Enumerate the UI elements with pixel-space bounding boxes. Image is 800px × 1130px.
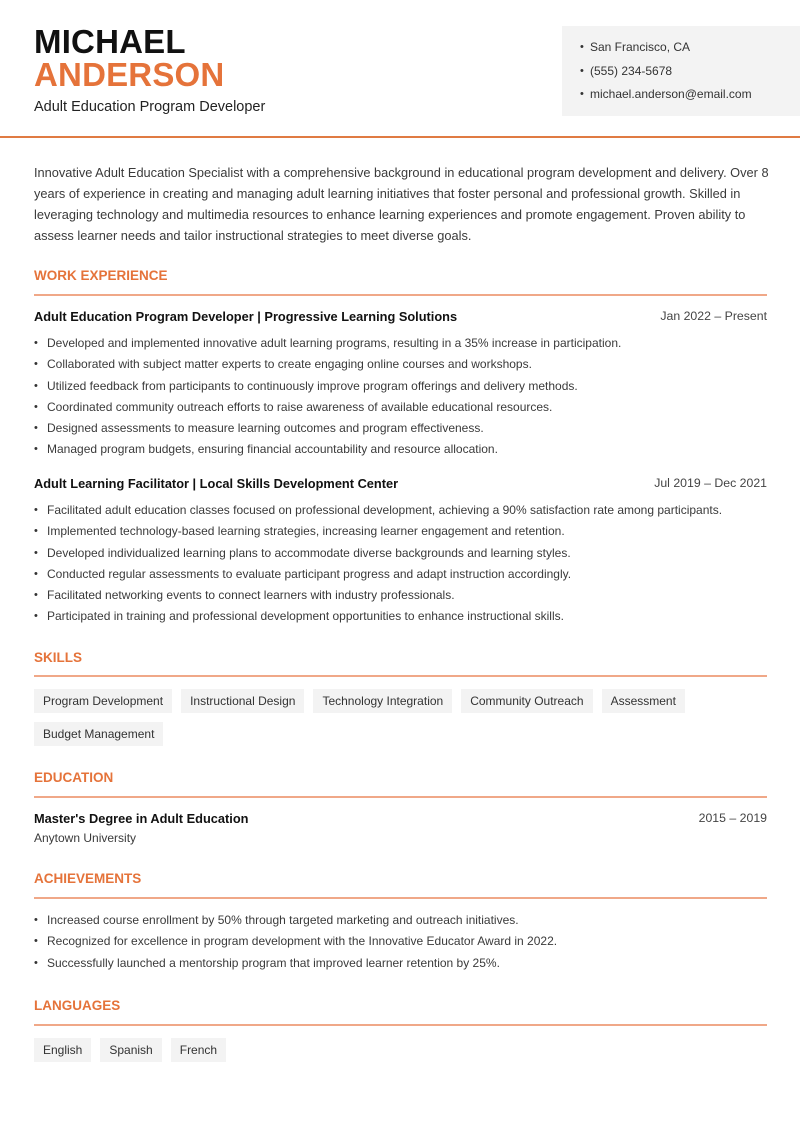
bullet-icon: • [34,504,38,516]
bullet-icon: • [34,422,38,435]
contact-email-text[interactable]: michael.anderson@email.com [590,87,752,101]
achievement-bullets [34,912,774,976]
education-header [34,811,767,826]
bullet-icon: • [34,525,38,538]
contact-location-text: San Francisco, CA [590,40,691,54]
job-dates: Jul 2019 – Dec 2021 [654,476,767,490]
section-divider [34,1024,767,1026]
job-role: Adult Education Program Developer | Progressive Learning Solutions [34,309,458,324]
list-item: • Utilized feedback from participants to continuously improve program offerings and delivery methods. [34,378,774,399]
section-title-languages: LANGUAGES [34,998,121,1013]
job-role: Adult Learning Facilitator | Local Skills Development Center [34,476,399,491]
section-title-work-experience: WORK EXPERIENCE [34,268,168,283]
job-dates: Jan 2022 – Present [660,309,767,323]
section-divider [34,897,767,899]
professional-summary: Innovative Adult Education Specialist with a comprehensive background in educational program development and delivery. Over 8 years of experience in creating and managing adult learning initiatives that foster personal and professional growth. Skilled in leveraging technology and multimedia resources to enhance learning experiences and promote engagement. Proven ability to assess learner needs and tailor instructional strategies to meet diverse goals. [34,165,769,243]
list-item: • Implemented technology-based learning strategies, increasing learner engagement and retention. [34,523,774,544]
contact-phone-text[interactable]: (555) 234-5678 [590,63,673,78]
first-name: MICHAEL [34,23,186,60]
section-title-skills: SKILLS [34,650,83,665]
bullet-icon: • [34,914,38,926]
bullet-icon: • [580,88,584,100]
bullet-icon: • [34,956,38,969]
list-item: • Developed individualized learning plans to accommodate diverse backgrounds and learning styles. [34,545,774,566]
school-name: Anytown University [34,831,137,845]
list-item: • Increased course enrollment by 50% through targeted marketing and outreach initiatives. [34,912,774,933]
job-header [34,476,767,491]
bullet-icon: • [580,64,584,77]
bullet-icon: • [34,610,38,623]
bullet-icon: • [34,400,38,413]
bullet-icon: • [34,567,38,580]
contact-location [580,39,800,63]
skill-tag: Assessment [602,689,685,713]
resume-header [0,0,800,138]
bullet-icon: • [34,358,38,371]
list-item: • Facilitated networking events to connect learners with industry professionals. [34,587,774,608]
skill-tag: Technology Integration [313,689,452,713]
skill-tag: Program Development [34,689,172,713]
bullet-icon: • [580,41,584,53]
list-item: • Developed and implemented innovative adult learning programs, resulting in a 35% increase in participation. [34,335,774,356]
contact-box [562,26,800,116]
language-tag: Spanish [100,1038,161,1062]
list-item: • Facilitated adult education classes focused on professional development, achieving a 90% satisfaction rate among participants. [34,502,774,523]
list-item: • Designed assessments to measure learning outcomes and program effectiveness. [34,420,774,441]
contact-phone [580,63,800,87]
list-item: • Conducted regular assessments to evaluate participant progress and adapt instruction accordingly. [34,566,774,587]
section-divider [34,675,767,677]
bullet-icon: • [34,337,38,349]
job-bullets [34,502,774,630]
language-tag: French [171,1038,226,1062]
skill-tag: Community Outreach [461,689,592,713]
last-name: ANDERSON [34,56,225,93]
skills-tags [34,689,774,746]
section-title-education: EDUCATION [34,770,114,785]
list-item: • Collaborated with subject matter experts to create engaging online courses and workshops. [34,356,774,377]
contact-email [580,86,800,110]
section-title-achievements: ACHIEVEMENTS [34,871,142,886]
bullet-icon: • [34,935,38,948]
bullet-icon: • [34,546,38,559]
list-item: • Managed program budgets, ensuring financial accountability and resource allocation. [34,441,774,462]
list-item: • Participated in training and professional development opportunities to enhance instructional skills. [34,608,774,629]
bullet-icon: • [34,589,38,602]
list-item: • Successfully launched a mentorship program that improved learner retention by 25%. [34,955,774,976]
degree: Master's Degree in Adult Education [34,811,249,826]
skill-tag: Instructional Design [181,689,304,713]
bullet-icon: • [34,443,38,456]
education-dates: 2015 – 2019 [698,811,767,825]
section-divider [34,294,767,296]
section-divider [34,796,767,798]
job-bullets [34,335,774,463]
job-title: Adult Education Program Developer [34,99,266,115]
skill-tag: Budget Management [34,722,163,746]
bullet-icon: • [34,379,38,392]
list-item: • Recognized for excellence in program development with the Innovative Educator Award in 2022. [34,933,774,954]
job-header [34,309,767,324]
language-tags [34,1038,774,1062]
list-item: • Coordinated community outreach efforts to raise awareness of available educational resources. [34,399,774,420]
language-tag: English [34,1038,91,1062]
